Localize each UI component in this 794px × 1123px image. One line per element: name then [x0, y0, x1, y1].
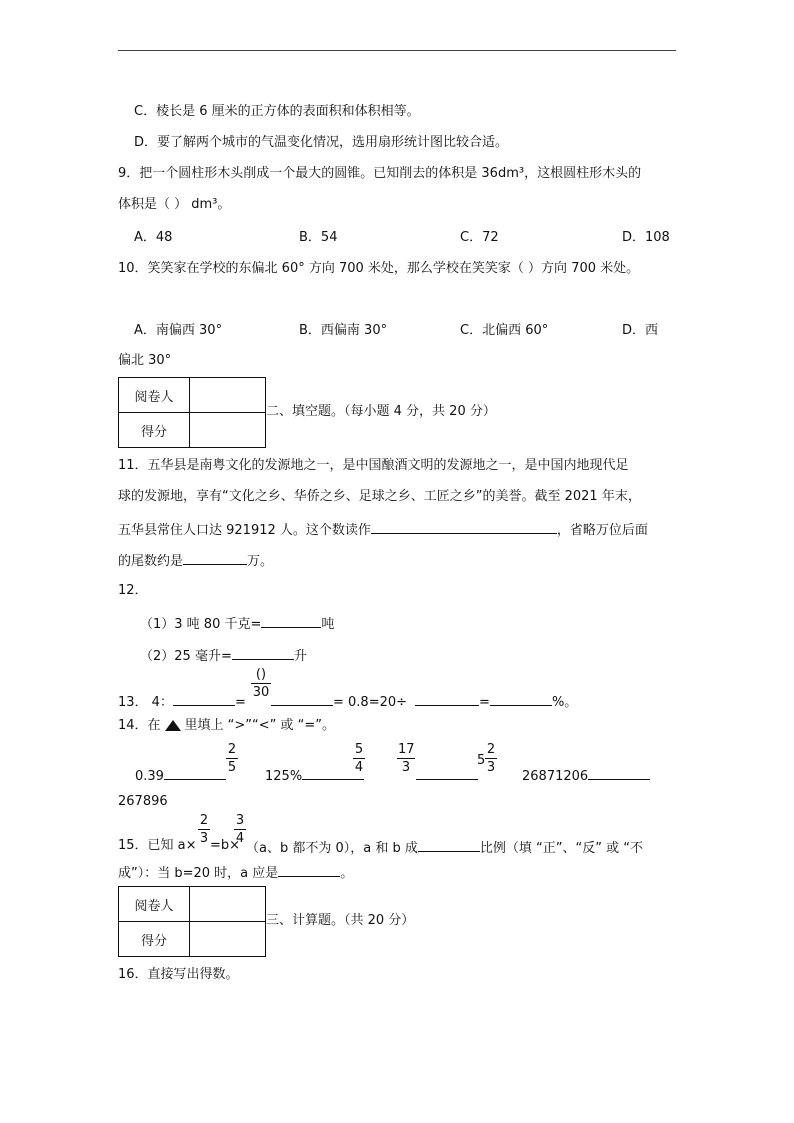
q9-option-b: B．54 [299, 230, 338, 245]
q13-line [118, 693, 246, 709]
q14-stem-start: 14．在 [118, 718, 161, 733]
q10-option-a: A．南偏西 30° [134, 323, 223, 338]
q14-item2-left: 125% [265, 769, 303, 784]
q11-line3 [118, 521, 648, 537]
q14-item4-right: 267896 [118, 794, 168, 809]
reviewer-cell[interactable] [190, 378, 266, 413]
q14-item1-left: 0.39 [135, 769, 164, 784]
q14-item2-fraction [353, 743, 365, 774]
q14-item2-fraction-denominator: 4 [354, 760, 364, 775]
q14-item3 [416, 767, 478, 783]
q13-percent: %。 [551, 695, 578, 710]
q14-item3-blank[interactable] [416, 767, 478, 780]
q15-fraction-1-numerator: 2 [199, 813, 209, 828]
q13-blank-4[interactable] [490, 693, 552, 706]
score-cell[interactable] [190, 413, 266, 448]
score-box-section3 [118, 886, 266, 957]
q12-part1-text: （1）3 吨 80 千克= [140, 617, 262, 632]
q14-item3-fraction-denominator: 3 [401, 760, 411, 775]
q15-fraction-1-denominator: 3 [199, 831, 209, 846]
q13-fraction [251, 668, 271, 699]
q12-part2-unit: 升 [293, 649, 307, 664]
q13-fraction-denominator: 30 [252, 685, 270, 700]
q11-line2: 球的发源地，享有“文化之乡、华侨之乡、足球之乡、工匠之乡”的美誉。截至 2021 年末， [118, 489, 641, 504]
q15-middle: =b× [210, 838, 241, 853]
q14-stem-end: 里填上 “>”“<” 或 “=”。 [184, 718, 336, 733]
q14-item2-fraction-numerator: 5 [354, 742, 364, 757]
q15-line1-rest [246, 839, 643, 855]
q14-stem [118, 719, 335, 732]
q14-item4-blank[interactable] [588, 767, 650, 780]
q13-fraction-numerator: () [255, 667, 267, 682]
q14-item1-fraction-numerator: 2 [227, 742, 237, 757]
q13-blank-2[interactable] [271, 693, 333, 706]
q14-item2 [265, 767, 364, 783]
q10-option-b: B．西偏南 30° [299, 323, 388, 338]
q13-blank-3[interactable] [415, 693, 479, 706]
q14-mixed-whole: 5 [477, 753, 486, 768]
q11-line3-tail: ，省略万位后面 [556, 523, 648, 538]
q15-fraction-2-numerator: 3 [235, 813, 245, 828]
reviewer-cell[interactable] [190, 887, 266, 922]
q16-stem: 16．直接写出得数。 [118, 967, 239, 982]
q14-item1-blank[interactable] [164, 767, 226, 780]
q15-start: 15．已知 a× [118, 838, 197, 853]
q12-part2-text: （2）25 毫升= [140, 649, 232, 664]
q9-stem-line1: 9．把一个圆柱形木头削成一个最大的圆锥。已知削去的体积是 36dm³，这根圆柱形木头的 [118, 166, 642, 181]
q12-part1-unit: 吨 [321, 617, 335, 632]
q13-line-continued [271, 693, 577, 709]
q15-line2 [118, 864, 353, 880]
q11-blank-approx[interactable] [183, 552, 247, 565]
q12-number: 12． [118, 583, 148, 598]
q15-blank-a[interactable] [278, 864, 340, 877]
q12-part1-blank[interactable] [261, 615, 321, 628]
q11-line4-text: 的尾数约是 [118, 554, 184, 569]
q13-eq1: = [234, 695, 246, 710]
q10-option-d: D．西 [622, 323, 659, 338]
q15-fraction-1 [198, 814, 210, 845]
q14-item3-fraction [397, 743, 415, 774]
q11-blank-reading[interactable] [371, 521, 557, 534]
q8-option-c: C．棱长是 6 厘米的正方体的表面积和体积相等。 [134, 104, 420, 119]
q12-part2 [140, 647, 307, 663]
q13-eq2: = [479, 695, 490, 710]
score-cell[interactable] [190, 922, 266, 957]
header-rule [118, 50, 676, 51]
q12-part1 [140, 615, 334, 631]
q9-option-d: D．108 [622, 230, 670, 245]
q14-item3-fraction-numerator: 17 [398, 742, 415, 757]
score-label: 得分 [119, 413, 190, 448]
q14-item1-fraction [226, 743, 238, 774]
q15-condition: （a、b 都不为 0），a 和 b 成 [246, 841, 418, 856]
q10-option-c: C．北偏西 60° [460, 323, 549, 338]
q13-blank-1[interactable] [173, 693, 235, 706]
q15-line2-end: 。 [340, 866, 354, 881]
reviewer-label: 阅卷人 [119, 378, 190, 413]
q15-blank-proportion[interactable] [418, 839, 480, 852]
q10-option-d-continued: 偏北 30° [118, 353, 172, 368]
q14-item4 [522, 767, 650, 783]
q14-item1 [135, 767, 226, 783]
q9-option-c: C．72 [460, 230, 499, 245]
q14-mixed-fraction-numerator: 2 [486, 742, 496, 757]
q9-option-a: A．48 [134, 230, 173, 245]
q11-line4-tail: 万。 [247, 554, 274, 569]
q15-line2-text: 成”）：当 b=20 时，a 应是 [118, 866, 279, 881]
q14-mixed-fraction-denominator: 3 [486, 760, 496, 775]
q8-option-d: D．要了解两个城市的气温变化情况，选用扇形统计图比较合适。 [134, 135, 509, 150]
section3-title: 三、计算题。（共 20 分） [266, 913, 415, 928]
q15-fraction-2-denominator: 4 [235, 831, 245, 846]
q12-part2-blank[interactable] [232, 647, 294, 660]
q11-line1: 11．五华县是南粤文化的发源地之一，是中国酿酒文明的发源地之一，是中国内地现代足 [118, 458, 629, 473]
q14-mixed-fraction [485, 743, 497, 774]
q10-stem: 10．笑笑家在学校的东偏北 60° 方向 700 米处，那么学校在笑笑家（ ）方向 700 米处。 [118, 261, 640, 276]
q13-start: 13． 4： [118, 695, 173, 710]
q14-item1-fraction-denominator: 5 [227, 760, 237, 775]
q14-item4-left: 26871206 [522, 769, 589, 784]
q11-line4 [118, 552, 273, 568]
q11-line3-text: 五华县常住人口达 921912 人。这个数读作 [118, 523, 371, 538]
q9-stem-line2: 体积是（ ） dm³。 [118, 197, 231, 212]
score-box-section2 [118, 377, 266, 448]
score-label: 得分 [119, 922, 190, 957]
q15-hint: 比例（填 “正”、“反” 或 “不 [479, 841, 643, 856]
q13-middle: = 0.8=20÷ [333, 695, 408, 710]
reviewer-label: 阅卷人 [119, 887, 190, 922]
section2-title: 二、填空题。（每小题 4 分，共 20 分） [266, 404, 496, 419]
triangle-icon [165, 720, 181, 731]
q15-fraction-2 [234, 814, 246, 845]
